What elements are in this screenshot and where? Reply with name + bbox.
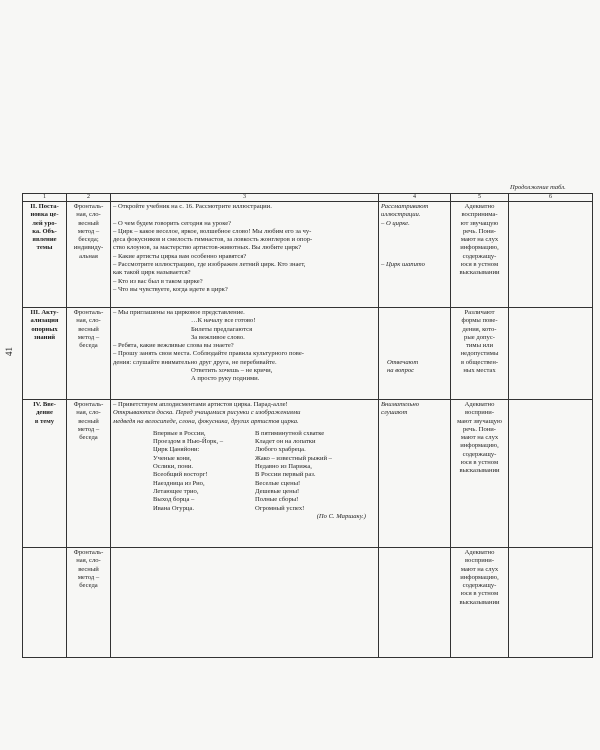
text-line: – Ребята, какие вежливые слова вы знаете? bbox=[113, 342, 234, 350]
text-line: недопустимы bbox=[460, 350, 499, 358]
text-line: II. Поста- bbox=[30, 203, 59, 210]
text-line: информацию, bbox=[460, 244, 499, 252]
results-cell bbox=[451, 308, 509, 400]
text-line: опорных bbox=[31, 325, 58, 333]
students-activity-cell bbox=[379, 400, 451, 548]
verse-block bbox=[113, 317, 376, 342]
text-line: индивиду- bbox=[73, 244, 104, 252]
text-line: дения: слушайте внимательно друг друга, не перебивайте. bbox=[113, 358, 277, 366]
stage-cell bbox=[23, 400, 67, 548]
text-line: ная, сло- bbox=[76, 211, 101, 219]
column-header: 1 bbox=[23, 194, 67, 202]
text-line: – О чем будем говорить сегодня на уроке? bbox=[113, 219, 232, 227]
teacher-activity-cell bbox=[111, 548, 379, 658]
students-activity-cell bbox=[379, 202, 451, 308]
lesson-plan-table bbox=[22, 193, 593, 658]
extra-cell bbox=[509, 548, 593, 658]
text-line: высказывании bbox=[459, 467, 500, 475]
table-row bbox=[23, 308, 593, 400]
text-line: Фронталь- bbox=[73, 549, 104, 556]
text-line: Различают bbox=[464, 309, 495, 316]
text-line: новка це- bbox=[30, 211, 59, 219]
results-cell bbox=[451, 202, 509, 308]
text-line: Полные сборы! bbox=[255, 496, 299, 504]
poem bbox=[113, 430, 376, 513]
text-line: высказывании bbox=[459, 269, 500, 277]
text-line: – Откройте учебник на с. 16. Рассмотрите иллюстрации. bbox=[113, 203, 272, 210]
method-cell bbox=[67, 308, 111, 400]
results-cell bbox=[451, 548, 509, 658]
text-line: Рассматривают bbox=[381, 203, 429, 210]
column-header: 5 bbox=[451, 194, 509, 202]
teacher-activity-cell bbox=[111, 308, 379, 400]
poem-left-column bbox=[153, 430, 245, 513]
text-line: В пятиминутной схватке bbox=[255, 429, 325, 437]
text-line: метод – bbox=[77, 425, 100, 433]
text-line: юся в устном bbox=[460, 261, 499, 269]
text-line: в обществен- bbox=[460, 358, 499, 366]
text-line: Всеобщий восторг! bbox=[153, 471, 208, 479]
results-cell bbox=[451, 400, 509, 548]
text-line: – Что вы чувствуете, когда идете в цирк? bbox=[113, 285, 228, 293]
text-line: – Рассмотрите иллюстрацию, где изображен летний цирк. Кто знает, bbox=[113, 261, 306, 269]
text-line: беседа bbox=[79, 434, 98, 442]
text-line: Жако – известный рыжий – bbox=[255, 454, 332, 462]
text-line: – О цирке. bbox=[381, 219, 410, 227]
students-text bbox=[381, 359, 448, 376]
text-line: Цирк Цаняйони: bbox=[153, 446, 200, 454]
text-line: Летающее трио, bbox=[153, 487, 199, 495]
text-line: Фронталь- bbox=[73, 203, 104, 210]
text-line: высказывании bbox=[459, 598, 500, 606]
teacher-middle bbox=[113, 342, 376, 367]
continuation-label: Продолжение табл. bbox=[510, 184, 566, 191]
text-line: информацию, bbox=[460, 573, 499, 581]
text-line: – Кто из вас был в таком цирке? bbox=[113, 277, 203, 285]
text-line: За вежливое слово. bbox=[191, 333, 245, 341]
text-line: метод – bbox=[77, 333, 100, 341]
text-line: …К началу все готово! bbox=[191, 317, 256, 325]
column-header: 2 bbox=[67, 194, 111, 202]
text-line: Открываются доска. Перед учащимися рисунки с изображениями bbox=[113, 409, 301, 417]
text-line: метод – bbox=[77, 573, 100, 581]
text-line: формы пове- bbox=[461, 317, 498, 325]
text-line: ных местах bbox=[463, 367, 496, 375]
students-activity-cell bbox=[379, 548, 451, 658]
text-line: весный bbox=[78, 565, 99, 573]
method-cell bbox=[67, 400, 111, 548]
students-activity-cell bbox=[379, 308, 451, 400]
text-line: знаний bbox=[33, 333, 56, 341]
text-line: ная, сло- bbox=[76, 409, 101, 417]
text-line: тимы или bbox=[465, 342, 493, 350]
text-line: Любого храбреца. bbox=[255, 446, 306, 454]
extra-cell bbox=[509, 202, 593, 308]
text-line bbox=[381, 253, 448, 261]
teacher-intro: – Приветствуем аплодисментами артистов цирка. Парад-алле! bbox=[113, 401, 288, 408]
extra-cell bbox=[509, 308, 593, 400]
text-line bbox=[381, 236, 448, 244]
text-line: беседа bbox=[79, 342, 98, 350]
text-line: Адекватно bbox=[464, 203, 495, 210]
text-line: Недавно из Парижа, bbox=[255, 463, 312, 471]
text-line: весный bbox=[78, 417, 99, 425]
method-cell bbox=[67, 548, 111, 658]
text-line: беседа bbox=[79, 582, 98, 590]
text-line: весный bbox=[78, 325, 99, 333]
teacher-activity-cell bbox=[111, 202, 379, 308]
text-line: воспринима- bbox=[461, 211, 498, 219]
text-line: мают на слух bbox=[460, 236, 499, 244]
column-header: 3 bbox=[111, 194, 379, 202]
table-row bbox=[23, 202, 593, 308]
text-line: Отвечают bbox=[387, 359, 419, 366]
text-line bbox=[381, 244, 448, 252]
verse-block bbox=[113, 367, 376, 384]
text-line: ка. Объ- bbox=[32, 227, 57, 235]
text-line: Дешевые цены! bbox=[255, 487, 300, 495]
text-line: Внимательно bbox=[381, 401, 420, 408]
text-line: речь. Пони- bbox=[463, 227, 496, 235]
text-line: на вопрос bbox=[387, 367, 415, 375]
text-line: Ответить хочешь – не кричи, bbox=[191, 367, 273, 375]
text-line: темы bbox=[36, 244, 53, 252]
text-line: Ослики, пони. bbox=[153, 463, 194, 471]
extra-cell bbox=[509, 400, 593, 548]
text-line: Ивана Огурца. bbox=[153, 504, 194, 512]
text-line: юся в устном bbox=[460, 590, 499, 598]
text-line: как такой цирк называется? bbox=[113, 269, 191, 277]
text-line: Ученые кони, bbox=[153, 454, 192, 462]
text-line: мают на слух bbox=[460, 434, 499, 442]
text-line: Выход борца – bbox=[153, 496, 195, 504]
text-line: весный bbox=[78, 219, 99, 227]
text-line bbox=[113, 211, 376, 219]
text-line: Огромный успех! bbox=[255, 504, 305, 512]
text-line bbox=[381, 228, 448, 236]
column-header: 4 bbox=[379, 194, 451, 202]
text-line: Наездница из Рио, bbox=[153, 479, 205, 487]
text-line: – Прошу занять свои места. Соблюдайте правила культурного пове- bbox=[113, 350, 304, 358]
text-line: рые допус- bbox=[464, 333, 495, 341]
text-line: беседа; bbox=[78, 236, 99, 244]
text-line: юся в устном bbox=[460, 459, 499, 467]
text-line: содержащу- bbox=[462, 582, 497, 590]
text-line: Кладет он на лопатки bbox=[255, 438, 316, 446]
text-line: ство клоунов, за мастерство артистов-животных. Вы любите цирк? bbox=[113, 244, 302, 252]
text-line: ная, сло- bbox=[76, 557, 101, 565]
text-line: ют звучащую bbox=[460, 219, 499, 227]
text-line: информацию, bbox=[460, 442, 499, 450]
text-line: – Цирк – какое веселое, яркое, волшебное слово! Мы любим его за чу- bbox=[113, 227, 312, 235]
text-line: деса фокусников и смелость гимнастов, за ловкость жонглеров и опор- bbox=[113, 236, 313, 244]
text-line: лей уро- bbox=[32, 219, 57, 227]
table-header-row bbox=[23, 194, 593, 202]
text-line: Веселые сцены! bbox=[255, 479, 301, 487]
teacher-note bbox=[113, 409, 376, 426]
stage-cell bbox=[23, 308, 67, 400]
text-line: Адекватно bbox=[464, 401, 495, 408]
text-line: Впервые в России, bbox=[153, 429, 206, 437]
poem-source: (По С. Маршаку.) bbox=[316, 512, 366, 520]
text-line: содержащу- bbox=[462, 450, 497, 458]
text-line: Адекватно bbox=[464, 549, 495, 556]
method-cell bbox=[67, 202, 111, 308]
text-line: мают на слух bbox=[460, 565, 499, 573]
text-line: Билеты предлагаются bbox=[191, 325, 253, 333]
stage-cell bbox=[23, 548, 67, 658]
text-line: IV. Вве- bbox=[33, 401, 56, 408]
teacher-intro: – Мы приглашены на цирковое представление. bbox=[113, 309, 245, 316]
text-line: – Цирк шапито bbox=[381, 261, 425, 269]
page-number: 41 bbox=[4, 347, 14, 356]
text-line: дения, кото- bbox=[462, 325, 497, 333]
text-line: А просто руку подними. bbox=[191, 375, 260, 383]
text-line: в тему bbox=[34, 417, 55, 425]
text-line: – Какие артисты цирка вам особенно нравятся? bbox=[113, 252, 247, 260]
text-line: речь. Пони- bbox=[463, 425, 496, 433]
text-line: содержащу- bbox=[462, 252, 497, 260]
text-line: Проездом в Нью-Йорк, – bbox=[153, 438, 224, 446]
text-line: иллюстрации. bbox=[381, 211, 421, 219]
text-line: медведя на велосипеде, слона, фокусника, других артистов цирка. bbox=[113, 417, 299, 425]
text-line: явление bbox=[32, 236, 57, 244]
text-line: слушают bbox=[381, 409, 408, 417]
text-line: В России первый раз. bbox=[255, 471, 316, 479]
text-line: Фронталь- bbox=[73, 309, 104, 316]
text-line: Фронталь- bbox=[73, 401, 104, 408]
stage-cell bbox=[23, 202, 67, 308]
text-line: III. Акту- bbox=[30, 309, 59, 316]
text-line: мают звучащую bbox=[457, 417, 502, 425]
text-line: восприни- bbox=[464, 557, 495, 565]
table-row bbox=[23, 400, 593, 548]
poem-right-column bbox=[245, 430, 347, 513]
teacher-activity-cell bbox=[111, 400, 379, 548]
text-line: дение bbox=[36, 409, 53, 417]
text-line: метод – bbox=[77, 227, 100, 235]
column-header: 6 bbox=[509, 194, 593, 202]
text-line: альная bbox=[79, 252, 98, 260]
text-line: восприни- bbox=[464, 409, 495, 417]
text-line: ная, сло- bbox=[76, 317, 101, 325]
text-line: ализация bbox=[30, 317, 59, 325]
table-row bbox=[23, 548, 593, 658]
